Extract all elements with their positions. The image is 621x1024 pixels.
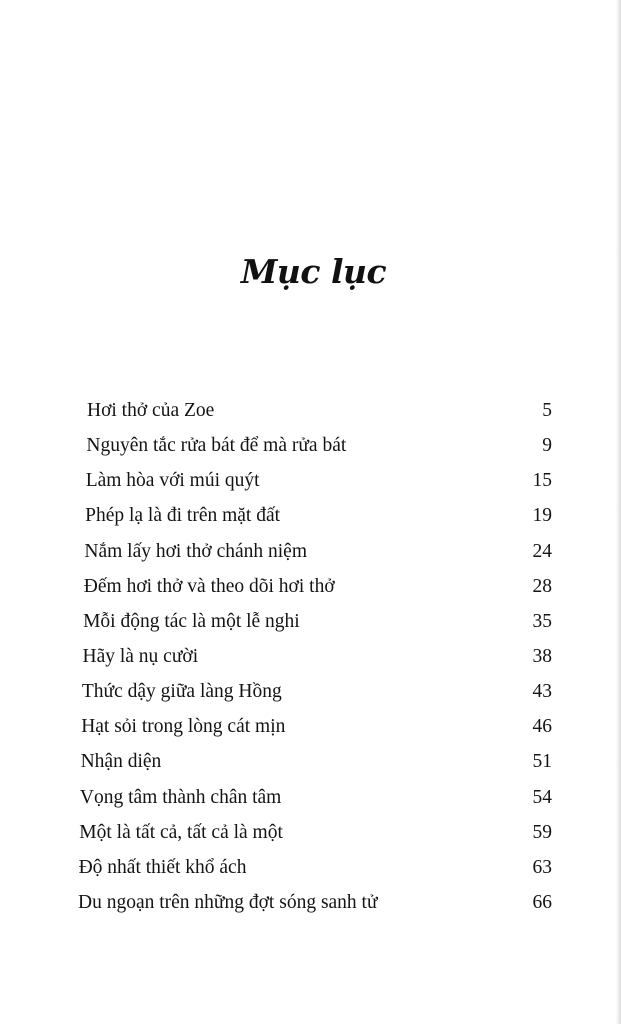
toc-entry-page: 15 [532, 470, 552, 492]
toc-entry-page: 46 [532, 716, 552, 738]
toc-entry-page: 66 [532, 891, 552, 913]
toc-entry-title: Đếm hơi thở và theo dõi hơi thở [83, 575, 335, 597]
toc-entry [0, 709, 621, 744]
toc-entry-title: Hạt sỏi trong lòng cát mịn [81, 716, 286, 738]
toc-entry-page: 24 [532, 540, 552, 562]
toc-entry-page: 43 [532, 681, 552, 703]
toc-entry-title: Nắm lấy hơi thở chánh niệm [84, 540, 308, 562]
toc-entry [0, 569, 621, 604]
toc-entry [0, 463, 621, 498]
toc-entry [0, 393, 621, 428]
toc-entry [0, 744, 621, 779]
toc-entry [0, 850, 621, 885]
toc-entry [0, 674, 621, 709]
toc-entry-title: Một là tất cả, tất cả là một [79, 821, 283, 843]
toc-entry-page: 19 [532, 505, 552, 527]
toc-entry [0, 604, 621, 639]
toc-entry-page: 59 [532, 821, 552, 843]
page-title: Mục lục [240, 252, 387, 291]
toc-entry-title: Làm hòa với múi quýt [85, 470, 260, 492]
toc-entry-page: 63 [532, 856, 552, 878]
toc-entry-title: Độ nhất thiết khổ ách [78, 856, 247, 878]
toc-entry [0, 780, 621, 815]
toc-entry [0, 498, 621, 533]
toc-entry [0, 885, 621, 920]
toc-entry-page: 9 [542, 435, 552, 457]
toc-entry-title: Thức dậy giữa làng Hồng [81, 681, 282, 703]
toc-entry-title: Mỗi động tác là một lễ nghi [83, 610, 300, 632]
toc-entry-page: 51 [532, 751, 552, 773]
toc-entry [0, 428, 621, 463]
toc-entry-title: Hãy là nụ cười [82, 645, 199, 667]
toc-entry-title: Du ngoạn trên những đợt sóng sanh tử [78, 891, 378, 913]
toc-entry-page: 35 [532, 610, 552, 632]
toc-entry-page: 5 [542, 400, 552, 421]
toc-entry-title: Nguyên tắc rửa bát để mà rửa bát [86, 435, 347, 457]
toc-entry-title: Vọng tâm thành chân tâm [79, 786, 282, 808]
toc-entry [0, 815, 621, 850]
toc-entry [0, 639, 621, 674]
toc-entry-page: 54 [532, 786, 552, 808]
toc-entry [0, 534, 621, 569]
toc-entry-page: 38 [532, 645, 552, 667]
table-of-contents [0, 393, 621, 920]
toc-entry-title: Nhận diện [80, 751, 162, 773]
toc-entry-title: Phép lạ là đi trên mặt đất [85, 505, 281, 527]
toc-entry-title: Hơi thở của Zoe [87, 400, 215, 421]
toc-entry-page: 28 [532, 575, 552, 597]
